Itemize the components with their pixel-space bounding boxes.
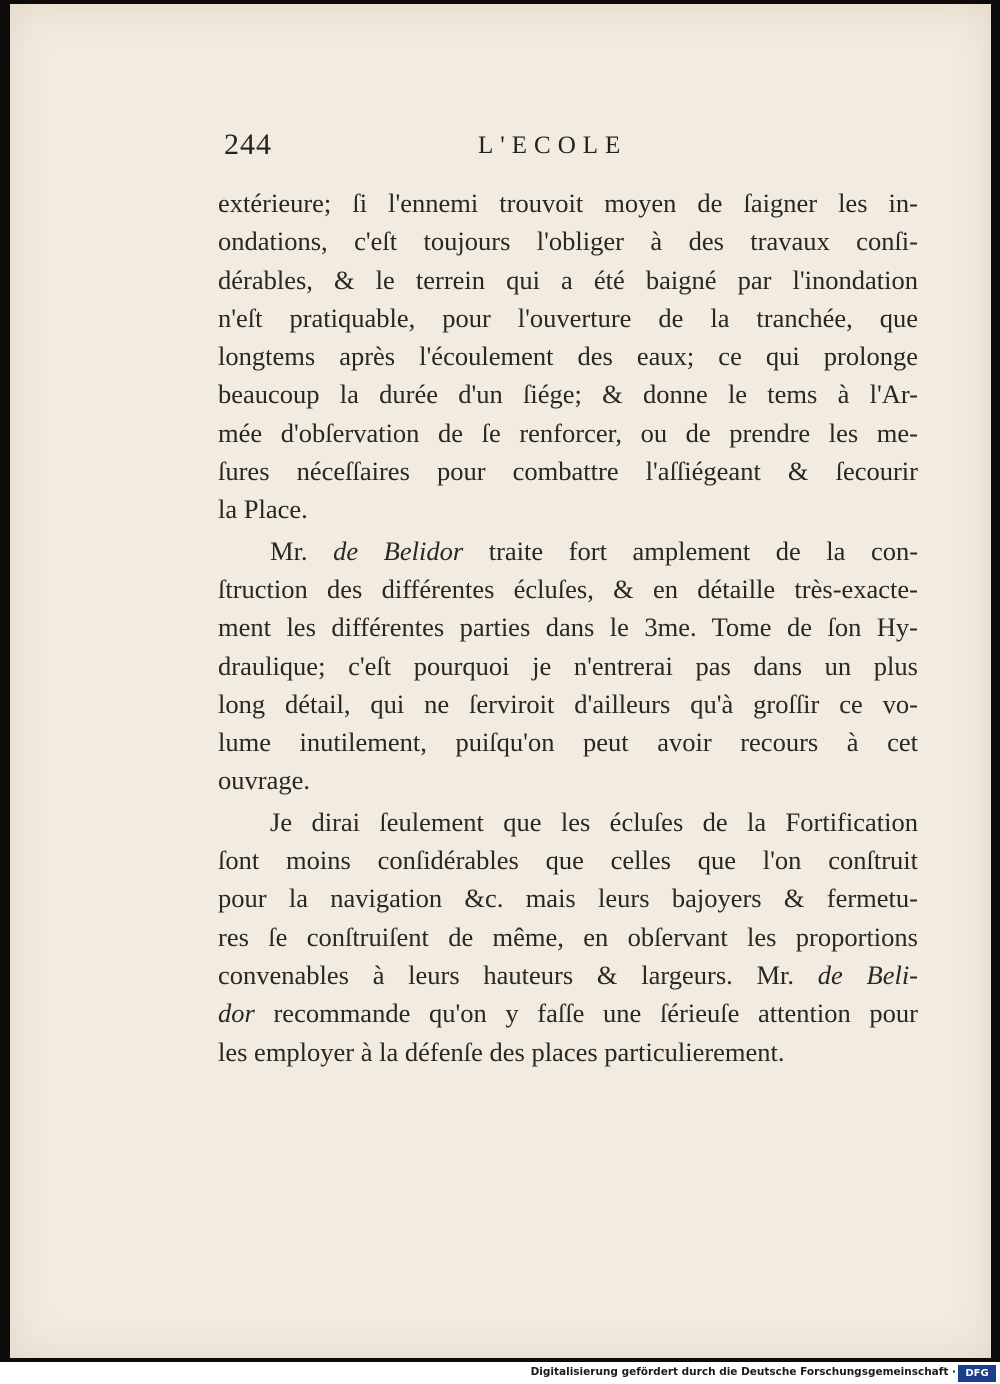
paragraph-1 bbox=[218, 184, 918, 529]
author-name: dor bbox=[218, 998, 255, 1029]
body-text bbox=[218, 184, 918, 1071]
text-line: Je dirai ſeulement que les écluſes de la Fortification bbox=[270, 806, 918, 837]
text-line: la Place. bbox=[218, 494, 308, 525]
book-page bbox=[10, 4, 991, 1358]
dfg-logo-icon: DFG bbox=[958, 1365, 996, 1382]
text-line: mée d'obſervation de ſe renforcer, ou de prendre les me- bbox=[218, 417, 918, 448]
text-line: ſtruction des différentes écluſes, & en détaille très-exacte- bbox=[218, 573, 918, 604]
page-header bbox=[10, 122, 991, 172]
text-run: recommande qu'on y faſſe une ſérieuſe attention pour bbox=[273, 998, 918, 1029]
paragraph-3 bbox=[218, 803, 918, 1071]
text-line: longtems après l'écoulement des eaux; ce qui prolonge bbox=[218, 341, 918, 372]
text-run: traite fort amplement de la con- bbox=[488, 535, 919, 566]
text-line bbox=[218, 994, 918, 1032]
text-line: ment les différentes parties dans le 3me. Tome de ſon Hy- bbox=[218, 612, 918, 643]
text-line: n'eſt pratiquable, pour l'ouverture de la tranchée, que bbox=[218, 302, 918, 333]
text-line: res ſe conſtruiſent de même, en obſervant les proportions bbox=[218, 921, 918, 952]
text-line: draulique; c'eſt pourquoi je n'entrerai pas dans un plus bbox=[218, 650, 918, 681]
author-name: de Beli- bbox=[817, 959, 919, 990]
text-line: les employer à la défenſe des places particulierement. bbox=[218, 1036, 785, 1067]
text-line: long détail, qui ne ſerviroit d'ailleurs qu'à groſſir ce vo- bbox=[218, 688, 918, 719]
text-line: beaucoup la durée d'un ſiége; & donne le tems à l'Ar- bbox=[218, 379, 918, 410]
text-line bbox=[218, 956, 918, 994]
text-line: ſures néceſſaires pour combattre l'aſſiégeant & ſecourir bbox=[218, 456, 918, 487]
text-line: ouvrage. bbox=[218, 765, 310, 796]
text-line: dérables, & le terrein qui a été baigné par l'inondation bbox=[218, 264, 918, 295]
paragraph-2 bbox=[218, 532, 918, 800]
digitization-footer bbox=[0, 1362, 1000, 1384]
digitization-credit: Digitalisierung gefördert durch die Deutsche Forschungsgemeinschaft · bbox=[530, 1366, 956, 1378]
author-name: de Belidor bbox=[333, 535, 464, 566]
page-number: 244 bbox=[224, 128, 272, 161]
text-line: extérieure; ſi l'ennemi trouvoit moyen de ſaigner les in- bbox=[218, 188, 918, 218]
text-line: ſont moins conſidérables que celles que l'on conſtruit bbox=[218, 845, 918, 876]
text-line: lume inutilement, puiſqu'on peut avoir recours à cet bbox=[218, 727, 918, 758]
text-line bbox=[218, 532, 918, 570]
text-run: Mr. bbox=[270, 535, 308, 566]
text-line: ondations, c'eſt toujours l'obliger à des travaux conſi- bbox=[218, 226, 918, 257]
text-line: pour la navigation &c. mais leurs bajoyers & fermetu- bbox=[218, 883, 918, 914]
text-run: convenables à leurs hauteurs & largeurs. Mr. bbox=[218, 959, 795, 990]
running-head: L'ECOLE bbox=[478, 132, 628, 159]
